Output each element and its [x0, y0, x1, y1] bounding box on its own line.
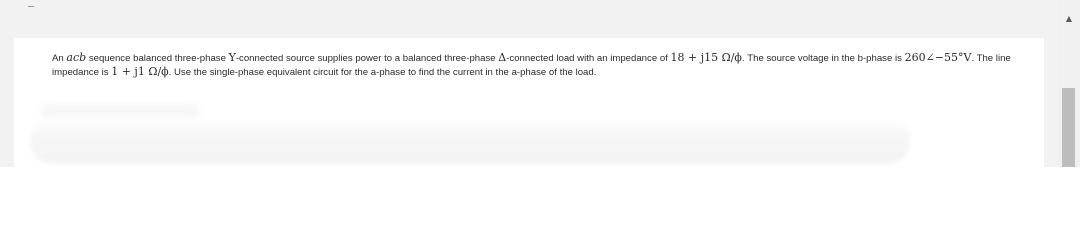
- vertical-scrollbar[interactable]: [1058, 0, 1080, 167]
- question-part-7: . Use the single-phase equivalent circuit for the a-phase to find the current in the a-phase of the load.: [168, 67, 597, 78]
- sequence-label: acb: [66, 51, 87, 64]
- scroll-thumb[interactable]: [1062, 88, 1075, 167]
- corner-mark: [28, 6, 34, 7]
- question-part-5: . The source voltage in the b-phase is: [741, 53, 905, 64]
- b-phase-voltage: 260∠−55°V: [904, 51, 972, 64]
- line-impedance: 1 + j1 Ω/ϕ: [111, 65, 169, 78]
- top-bar: [0, 0, 1058, 38]
- question-part-3: -connected source supplies power to a balanced three-phase: [235, 53, 499, 64]
- delta-symbol: Δ: [498, 51, 507, 64]
- load-impedance: 18 + j15 Ω/ϕ: [670, 51, 742, 64]
- question-part-6: . The line impedance is: [52, 53, 1011, 78]
- scroll-up-arrow-icon[interactable]: ▲: [1065, 14, 1073, 23]
- question-part-2: sequence balanced three-phase: [86, 53, 229, 64]
- blurred-content: [30, 118, 910, 164]
- blurred-content-2: [40, 104, 200, 118]
- question-text: [52, 51, 1032, 79]
- question-part-4: -connected load with an impedance of: [506, 53, 671, 64]
- question-part-1: An: [52, 53, 67, 64]
- wye-symbol: Y: [228, 51, 236, 64]
